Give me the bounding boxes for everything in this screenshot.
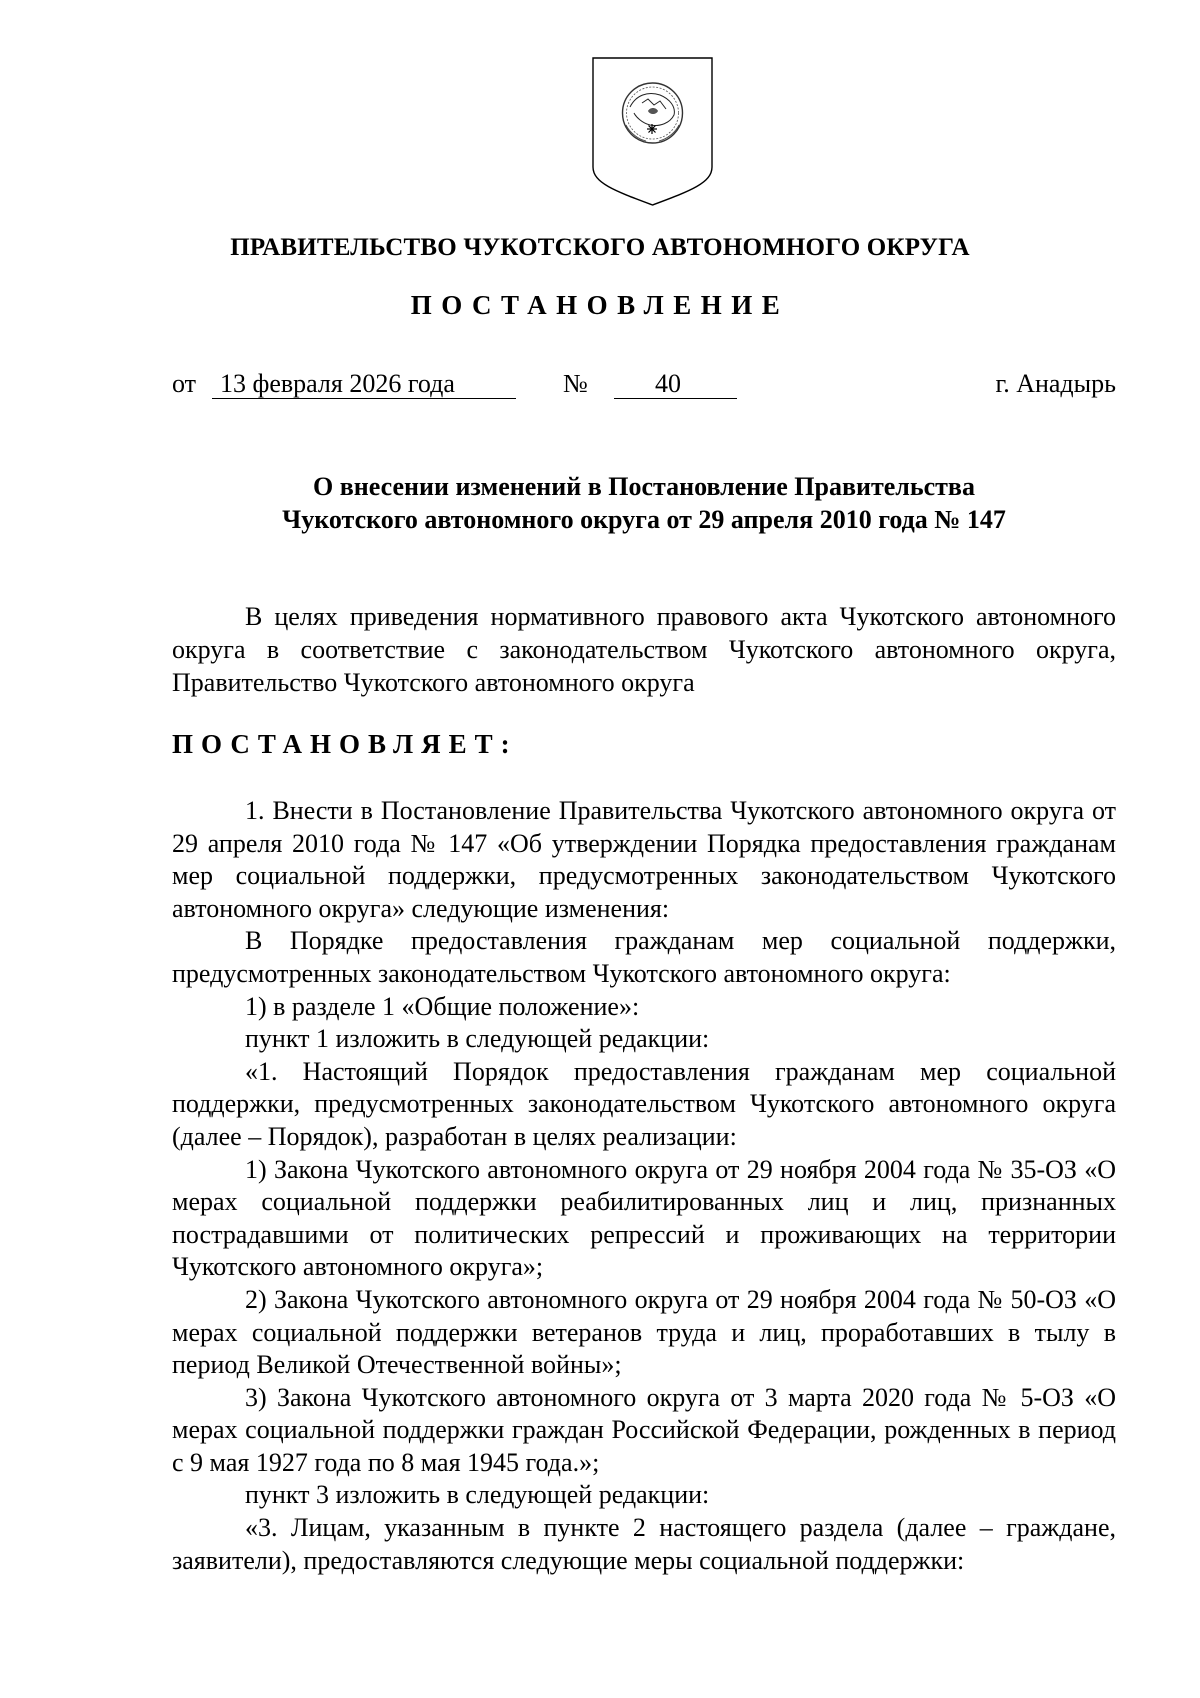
number-label: № bbox=[563, 369, 588, 398]
shield-emblem-icon bbox=[590, 55, 715, 207]
date-underline bbox=[212, 398, 516, 399]
paragraph: 1) в разделе 1 «Общие положение»: bbox=[245, 991, 640, 1021]
paragraph: В Порядке предоставления гражданам мер социальной поддержки, предусмотренных законодательством Чукотского автономного округа: bbox=[172, 926, 1116, 988]
decree-body bbox=[172, 795, 1116, 1577]
decree-heading: ПОСТАНОВЛЯЕТ: bbox=[172, 729, 518, 759]
paragraph: пункт 1 изложить в следующей редакции: bbox=[245, 1024, 710, 1054]
paragraph: пункт 3 изложить в следующей редакции: bbox=[245, 1480, 710, 1510]
date-label: от bbox=[172, 369, 197, 398]
coat-of-arms-emblem bbox=[590, 55, 715, 207]
document-type: ПОСТАНОВЛЕНИЕ bbox=[410, 290, 790, 320]
document-meta bbox=[172, 367, 1116, 401]
preamble bbox=[172, 600, 1116, 699]
paragraph: «3. Лицам, указанным в пункте 2 настоящего раздела (далее – граждане, заявители), предоставляются следующие меры социальной поддержки: bbox=[172, 1513, 1116, 1575]
paragraph: 2) Закона Чукотского автономного округа от 29 ноября 2004 года № 50-ОЗ «О мерах социальной поддержки ветеранов труда и лиц, проработавших в тылу в период Великой Отечественной войны»; bbox=[172, 1284, 1116, 1380]
document-date: 13 февраля 2026 года bbox=[220, 369, 455, 398]
organization-name: ПРАВИТЕЛЬСТВО ЧУКОТСКОГО АВТОНОМНОГО ОКРУГА bbox=[230, 234, 970, 261]
paragraph: 3) Закона Чукотского автономного округа от 3 марта 2020 года № 5-ОЗ «О мерах социальной поддержки граждан Российской Федерации, рожденных в период с 9 мая 1927 года по 8 мая 1945 года.»; bbox=[172, 1382, 1116, 1477]
document-city: г. Анадырь bbox=[995, 369, 1116, 398]
paragraph: 1) Закона Чукотского автономного округа от 29 ноября 2004 года № 35-ОЗ «О мерах социальной поддержки реабилитированных лиц и лиц, признанных пострадавшими от политических репрессий и проживающих на территории Чукотского автономного округа»; bbox=[172, 1154, 1116, 1282]
title-line: Чукотского автономного округа от 29 апреля 2010 года № 147 bbox=[282, 505, 1006, 534]
preamble-text: В целях приведения нормативного правового акта Чукотского автономного округа в соответствие с законодательством Чукотского автономного округа, Правительство Чукотского автономного округа bbox=[172, 602, 1116, 697]
paragraph: «1. Настоящий Порядок предоставления гражданам мер социальной поддержки, предусмотренных законодательством Чукотского автономного округа (далее – Порядок), разработан в целях реализации: bbox=[172, 1056, 1116, 1151]
document-title bbox=[172, 470, 1116, 536]
paragraph: 1. Внести в Постановление Правительства Чукотского автономного округа от 29 апреля 2010 года № 147 «Об утверждении Порядка предоставления гражданам мер социальной поддержки, предусмотренных законодательством Чукотского автономного округа» следующие изменения: bbox=[172, 796, 1116, 923]
title-line: О внесении изменений в Постановление Правительства bbox=[313, 472, 975, 501]
document-number: 40 bbox=[655, 369, 681, 398]
number-underline bbox=[614, 398, 737, 399]
